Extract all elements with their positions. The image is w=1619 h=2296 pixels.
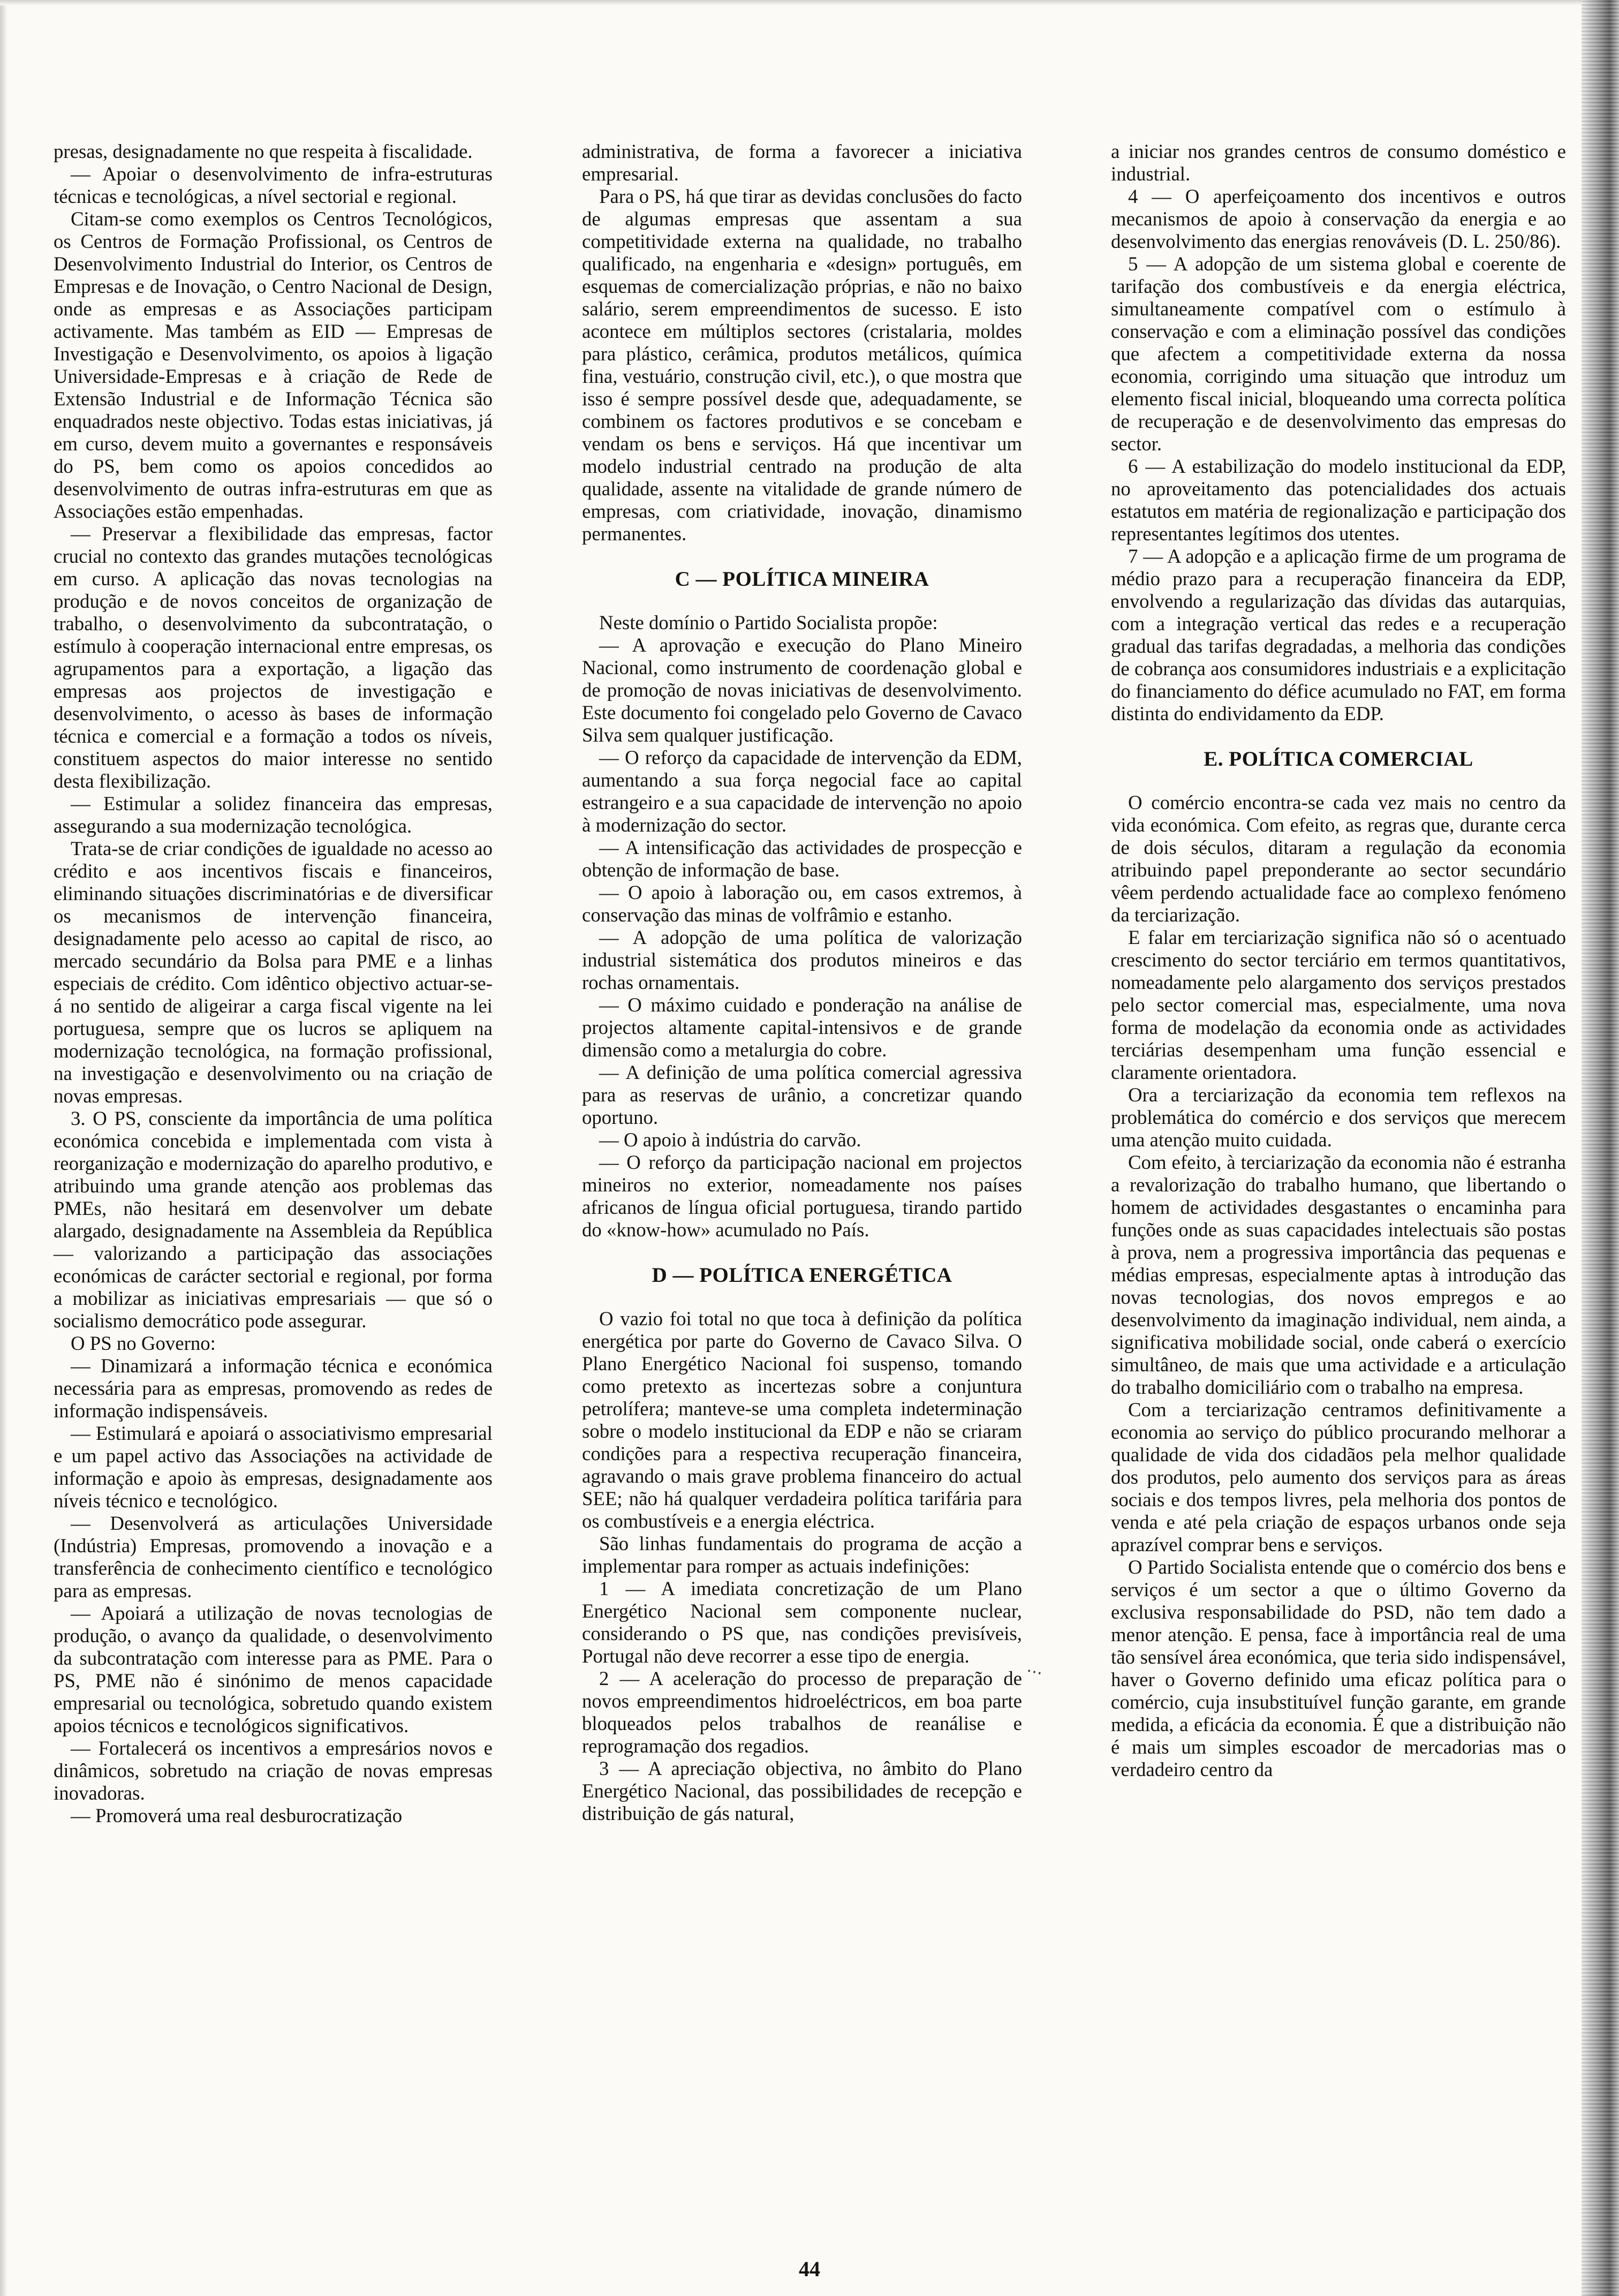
paragraph: — O apoio à laboração ou, em casos extremos, à conservação das minas de volfrâmio e estanho. (582, 881, 1022, 926)
paragraph: — Fortalecerá os incentivos a empresários novos e dinâmicos, sobretudo na criação de novas empresas inovadoras. (54, 1737, 493, 1804)
paragraph: — A adopção de uma política de valorização industrial sistemática dos produtos mineiros e das rochas ornamentais. (582, 926, 1022, 993)
paragraph: — O reforço da capacidade de intervenção da EDM, aumentando a sua força negocial face ao capital estrangeiro e a sua capacidade de intervenção no apoio à modernização do sector. (582, 746, 1022, 836)
stray-scan-mark: ⋯ (1024, 1661, 1045, 1682)
paragraph: Com a terciarização centramos definitivamente a economia ao serviço do público procurando melhorar a qualidade de vida dos cidadãos pela melhor qualidade dos produtos, pelo aumento dos serviços para as áreas sociais e dos tempos livres, pela melhoria dos pontos de venda e até pela criação de espaços urbanos onde seja aprazível comprar bens e serviços. (1111, 1399, 1566, 1555)
paragraph: — A definição de uma política comercial agressiva para as reservas de urânio, a concretizar quando oportuno. (582, 1061, 1022, 1128)
paragraph: — Estimulará e apoiará o associativismo empresarial e um papel activo das Associações na actividade de informação e apoio às empresas, designadamente aos níveis técnico e tecnológico. (54, 1422, 493, 1512)
page-number: 44 (799, 2257, 820, 2281)
paragraph: 4 — O aperfeiçoamento dos incentivos e outros mecanismos de apoio à conservação da energia e ao desenvolvimento das energias renováveis (D. L. 250/86). (1111, 185, 1566, 252)
paragraph: — Estimular a solidez financeira das empresas, assegurando a sua modernização tecnológica. (54, 792, 493, 837)
paragraph: — Apoiará a utilização de novas tecnologias de produção, o avanço da qualidade, o desenvolvimento da subcontratação com interesse para as PME. Para o PS, PME não é sinónimo de menos capacidade empresarial ou tecnológica, sobretudo quando existem apoios técnicos e tecnológicos significativos. (54, 1602, 493, 1736)
section-heading: D — POLÍTICA ENERGÉTICA (652, 1264, 952, 1287)
paragraph: administrativa, de forma a favorecer a iniciativa empresarial. (582, 140, 1022, 185)
paragraph: Citam-se como exemplos os Centros Tecnológicos, os Centros de Formação Profissional, os Centros de Desenvolvimento Industrial do Interior, os Centros de Empresas e de Inovação, o Centro Nacional de Design, onde as empresas e as Associações participam activamente. Mas também as EID — Empresas de Investigação e Desenvolvimento, os apoios à ligação Universidade-Empresas e à criação de Rede de Extensão Industrial e de Informação Técnica são enquadrados neste objectivo. Todas estas iniciativas, já em curso, devem muito a governantes e responsáveis do PS, bem como os apoios concedidos ao desenvolvimento de outras infra-estruturas em que as Associações estão empenhadas. (54, 208, 493, 522)
paragraph: — Apoiar o desenvolvimento de infra-estruturas técnicas e tecnológicas, a nível sectorial e regional. (54, 163, 493, 207)
paragraph: — Dinamizará a informação técnica e económica necessária para as empresas, promovendo as redes de informação indispensáveis. (54, 1355, 493, 1422)
paragraph: O Partido Socialista entende que o comércio dos bens e serviços é um sector a que o último Governo da exclusiva responsabilidade do PSD, não tem dado a menor atenção. E pensa, face à importância real de uma tão sensível área económica, que teria sido indispensável, haver o Governo definido uma eficaz política para o comércio, cuja insubstituível função garante, em grande medida, a eficácia da economia. É que a distribuição não é mais um simples escoador de mercadorias mas o verdadeiro centro da (1111, 1556, 1566, 1780)
text-column-1 (54, 140, 493, 1827)
paragraph: a iniciar nos grandes centros de consumo doméstico e industrial. (1111, 140, 1566, 185)
paragraph: Com efeito, à terciarização da economia não é estranha a revalorização do trabalho humano, que libertando o homem de actividades desgastantes o encaminha para funções onde as suas capacidades intelectuais são postas à prova, nem a progressiva importância das pequenas e médias empresas, especialmente aptas à introdução das novas tecnologias, dos novos empregos e ao desenvolvimento da imaginação individual, nem ainda, a significativa mobilidade social, onde caberá o exercício simultâneo, de mais que uma actividade e a articulação do trabalho domiciliário com o trabalho na empresa. (1111, 1151, 1566, 1398)
paragraph: O vazio foi total no que toca à definição da política energética por parte do Governo de Cavaco Silva. O Plano Energético Nacional foi suspenso, tomando como pretexto as incertezas sobre a conjuntura petrolífera; manteve-se uma completa indeterminação sobre o modelo institucional da EDP e não se criaram condições para a respectiva recuperação financeira, agravando o mais grave problema financeiro do actual SEE; não há qualquer verdadeira política tarifária para os combustíveis e a energia eléctrica. (582, 1308, 1022, 1532)
page-edge-shadow-left (0, 0, 7, 2296)
paragraph: — O reforço da participação nacional em projectos mineiros no exterior, nomeadamente nos países africanos de língua oficial portuguesa, tirando partido do «know-how» acumulado no País. (582, 1151, 1022, 1241)
paragraph: O PS no Governo: (71, 1332, 216, 1354)
paragraph: — Preservar a flexibilidade das empresas, factor crucial no contexto das grandes mutações tecnológicas em curso. A aplicação das novas tecnologias na produção e de novos conceitos de organização de trabalho, o desenvolvimento da subcontratação, o estímulo à cooperação internacional entre empresas, os agrupamentos para a exportação, a ligação das empresas aos projectos de investigação e desenvolvimento, o acesso às bases de informação técnica e comercial e a formação a todos os níveis, constituem aspectos do maior interesse no sentido desta flexibilização. (54, 523, 493, 792)
page-edge-shadow-top (0, 0, 1619, 5)
text-column-3 (1111, 140, 1566, 1781)
section-heading: C — POLÍTICA MINEIRA (675, 568, 929, 591)
paragraph: Para o PS, há que tirar as devidas conclusões do facto de algumas empresas que assentam a sua competitividade externa na qualidade, no trabalho qualificado, na engenharia e «design» português, em esquemas de comercialização próprias, e não no baixo salário, serem empreendimentos de sucesso. E isto acontece em múltiplos sectores (cristalaria, moldes para plástico, cerâmica, produtos metálicos, química fina, vestuário, construção civil, etc.), o que mostra que isso é sempre possível desde que, adequadamente, se combinem os factores produtivos e se concebam e vendam os bens e serviços. Há que incentivar um modelo industrial centrado na produção de alta qualidade, assente na vitalidade de grande número de empresas, com criatividade, inovação, dinamismo permanentes. (582, 185, 1022, 545)
paragraph: presas, designadamente no que respeita à fiscalidade. (54, 140, 473, 162)
paragraph: E falar em terciarização significa não só o acentuado crescimento do sector terciário em termos quantitativos, nomeadamente pelo alargamento dos serviços prestados pelo sector comercial mas, especialmente, uma nova forma de modelação da economia onde as actividades terciárias desempenham uma função essencial e claramente orientadora. (1111, 926, 1566, 1083)
scanner-edge-strip (1582, 0, 1619, 2296)
text-column-2 (582, 140, 1022, 1825)
paragraph: O comércio encontra-se cada vez mais no centro da vida económica. Com efeito, as regras que, durante cerca de dois séculos, ditaram a regulação da economia atribuindo papel preponderante ao sector secundário vêem perdendo actualidade face ao complexo fenómeno da terciarização. (1111, 791, 1566, 926)
paragraph: — Promoverá uma real desburocratização (71, 1804, 403, 1826)
paragraph: — Desenvolverá as articulações Universidade (Indústria) Empresas, promovendo a inovação e a transferência de conhecimento científico e tecnológico para as empresas. (54, 1512, 493, 1602)
paragraph: — A aprovação e execução do Plano Mineiro Nacional, como instrumento de coordenação global e de promoção de novas iniciativas de desenvolvimento. Este documento foi congelado pelo Governo de Cavaco Silva sem qualquer justificação. (582, 634, 1022, 746)
paragraph: 7 — A adopção e a aplicação firme de um programa de médio prazo para a recuperação financeira da EDP, envolvendo a regularização das dívidas das autarquias, com a integração vertical das redes e a recuperação gradual das tarifas degradadas, a melhoria das condições de cobrança aos consumidores industriais e a explicitação do financiamento do défice acumulado no FAT, em forma distinta do endividamento da EDP. (1111, 545, 1566, 724)
paragraph: Ora a terciarização da economia tem reflexos na problemática do comércio e dos serviços que merecem uma atenção muito cuidada. (1111, 1084, 1566, 1151)
paragraph: 2 — A aceleração do processo de preparação de novos empreendimentos hidroeléctricos, em boa parte bloqueados pelos trabalhos de reanálise e reprogramação dos regadios. (582, 1667, 1022, 1757)
paragraph: Trata-se de criar condições de igualdade no acesso ao crédito e aos incentivos fiscais e financeiros, eliminando situações discriminatórias e de diversificar os mecanismos de intervenção financeira, designadamente pelo acesso ao capital de risco, ao mercado secundário da Bolsa para PME e a linhas especiais de crédito. Com idêntico objectivo actuar-se-á no sentido de aligeirar a carga fiscal vigente na lei portuguesa, sempre que os lucros se apliquem na modernização tecnológica, na formação profissional, na investigação e desenvolvimento ou na criação de novas empresas. (54, 837, 493, 1107)
paragraph: — O máximo cuidado e ponderação na análise de projectos altamente capital-intensivos e de grande dimensão como a metalurgia do cobre. (582, 994, 1022, 1061)
paragraph: 3. O PS, consciente da importância de uma política económica concebida e implementada com vista à reorganização e modernização do aparelho produtivo, e atribuindo uma grande atenção aos problemas das PMEs, não hesitará em desenvolver um debate alargado, designadamente na Assembleia da República — valorizando a participação das associações económicas de carácter sectorial e regional, por forma a mobilizar as iniciativas empresariais — que só o socialismo democrático pode assegurar. (54, 1107, 493, 1332)
paragraph: Neste domínio o Partido Socialista propõe: (599, 611, 938, 633)
paragraph: — A intensificação das actividades de prospecção e obtenção de informação de base. (582, 836, 1022, 881)
paragraph: 1 — A imediata concretização de um Plano Energético Nacional sem componente nuclear, considerando o PS que, nas condições previsíveis, Portugal não deve recorrer a esse tipo de energia. (582, 1577, 1022, 1667)
paragraph: São linhas fundamentais do programa de acção a implementar para romper as actuais indefinições: (582, 1532, 1022, 1577)
paragraph: 6 — A estabilização do modelo institucional da EDP, no aproveitamento das potencialidades dos actuais estatutos em matéria de regionalização e participação dos representantes legítimos dos utentes. (1111, 455, 1566, 545)
paragraph: 3 — A apreciação objectiva, no âmbito do Plano Energético Nacional, das possibilidades de recepção e distribuição de gás natural, (582, 1757, 1022, 1824)
paragraph: 5 — A adopção de um sistema global e coerente de tarifação dos combustíveis e da energia eléctrica, simultaneamente compatível com o estímulo à conservação e com a eliminação possível das condições que afectem a competitividade externa da nossa economia, corrigindo uma situação que introduz um elemento fiscal inicial, bloqueando uma correcta política de recuperação e de desenvolvimento das empresas do sector. (1111, 253, 1566, 455)
section-heading: E. POLÍTICA COMERCIAL (1204, 747, 1473, 771)
paragraph: — O apoio à indústria do carvão. (599, 1129, 861, 1151)
